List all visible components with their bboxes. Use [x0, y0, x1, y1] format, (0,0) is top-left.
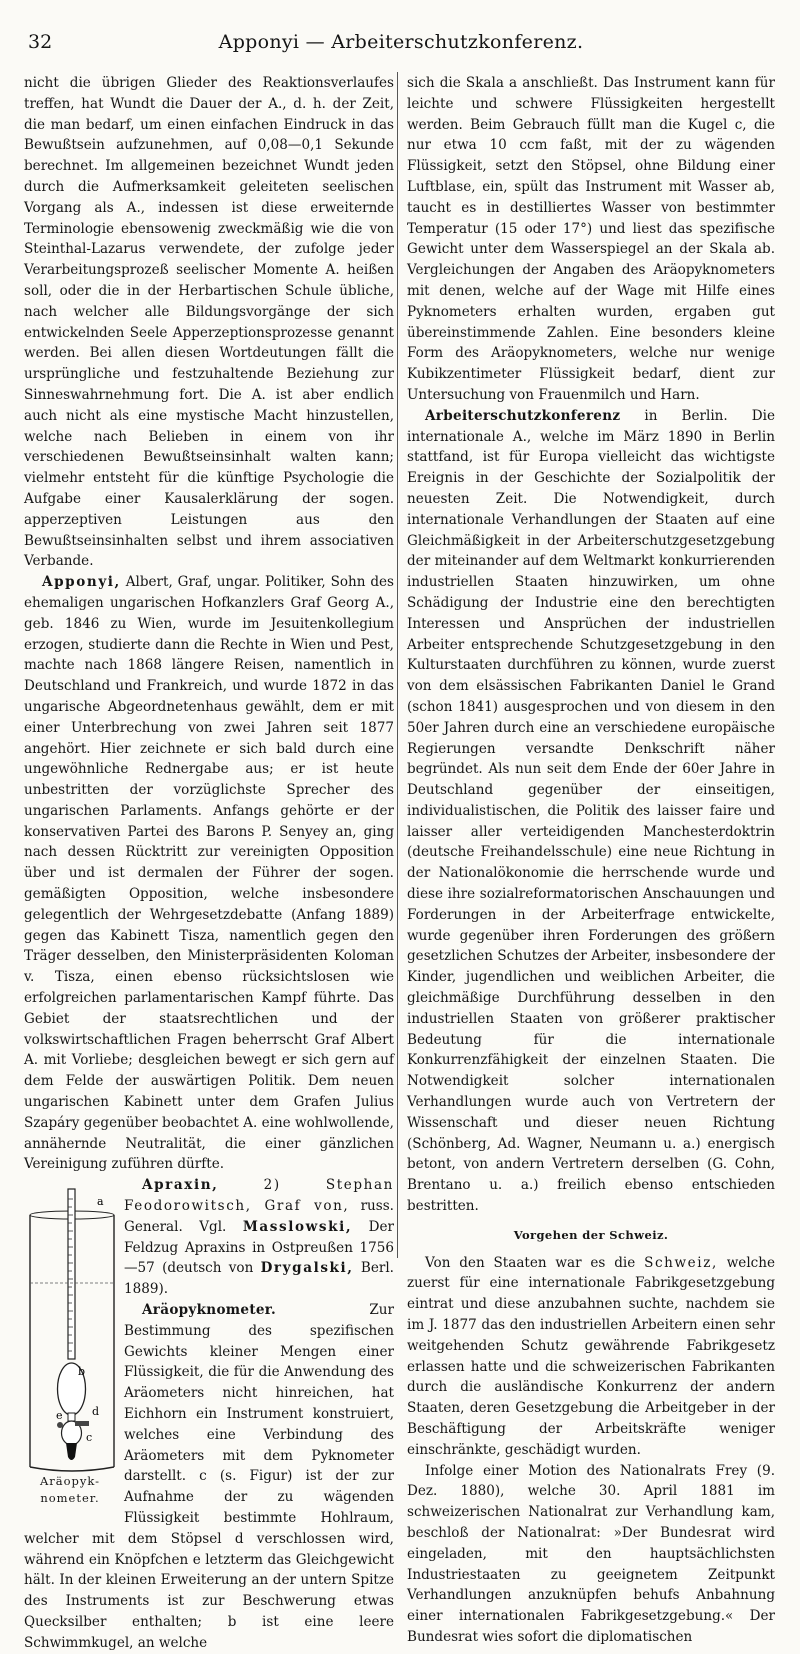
- fig-label-d: d: [92, 1405, 100, 1419]
- araeopyknometer-body: Zur Bestimmung des spezifischen Gewichts kleiner Mengen einer Flüssigkeit, die für die Anwendung des Aräometers nicht hinreichen, hat Eichhorn ein Instrument konstruiert, welches eine Verbindung des Aräometers mit dem Pyknometer darstellt. c (s. Figur) ist der zur Aufnahme der zu wägenden Flüssigkeit bestimmte Hohlraum, welcher mit dem Stöpsel d verschlossen wird, während ein Knöpfchen e letzterm das Gleichgewicht hält. In der kleinen Erweiterung an der untern Spitze des Instruments ist zur Beschwerung etwas Quecksilber enthalten; b ist eine leere Schwimmkugel, an welche: [24, 1302, 394, 1651]
- schweiz-emphasis: Schweiz,: [644, 1254, 718, 1271]
- section-subheading: Vorgehen der Schweiz.: [513, 1227, 669, 1242]
- caption-line-2: nometer.: [40, 1491, 100, 1506]
- right-column: [407, 73, 775, 1648]
- arbeiterschutzkonferenz-body: in Berlin. Die internationale A., welche im März 1890 in Berlin stattfand, ist für Europa vielleicht das wichtigste Ereignis in der Geschichte der Sozialpolitik der neuesten Zeit. Die Notwendigkeit, durch internationale Verhandlungen der Staaten auf eine Gleichmäßigkeit in der Arbeiterschutzgesetzgebung der miteinander auf dem Weltmarkt konkurrierenden industriellen Staaten hinzuwirken, um ohne Schädigung der Industrie eine den berechtigten Interessen und Ansprüchen der industriellen Arbeiter entsprechende Schutzgesetzgebung in den Kulturstaaten durchführen zu können, wurde zuerst von dem elsässischen Fabrikanten Daniel le Grand (schon 1841) ausgesprochen und von diesem in den 50er Jahren durch eine an verschiedene europäische Regierungen versandte Denkschrift näher begründet. Als nun seit dem Ende der 60er Jahre in Deutschland gegenüber der einseitigen, individualistischen, die Politik des laisser faire und laisser aller verteidigenden Manchesterdoktrin (deutsche Freihandelsschule) eine neue Richtung in der Nationalökonomie die herrschende wurde und diese ihre sozialreformatorischen Anschauungen und Forderungen in der Arbeiterfrage entwickelte, wurde gegenüber ihren Forderungen des größern gesetzlichen Schutzes der Arbeiter, insbesondere der Kinder, jugendlichen und weiblichen Arbeiter, die gleichmäßige Durchführung desselben in den industriellen Staaten von größerer praktischer Bedeutung für die internationale Konkurrenzfähigkeit der einzelnen Staaten. Die Notwendigkeit solcher internationalen Verhandlungen wurde auch von Vertretern der Wissenschaft und dieser neuen Richtung (Schönberg, Ad. Wagner, Neumann u. a.) energisch betont, von andern Vertretern derselben (G. Cohn, Brentano u. a.) freilich ebenso entschieden bestritten.: [407, 407, 775, 1215]
- araeopyknometer-continuation: sich die Skala a anschließt. Das Instrument kann für leichte und schwere Flüssigkeiten hergestellt werden. Beim Gebrauch füllt man die Kugel c, die nur etwa 10 ccm faßt, mit der zu wägenden Flüssigkeit, setzt den Stöpsel, ohne Bildung einer Luftblase, ein, spült das Instrument mit Wasser ab, taucht es in destilliertes Wasser von bestimmter Temperatur (15 oder 17°) und liest das spezifische Gewicht unter dem Wasserspiegel an der Skala ab. Vergleichungen der Angaben des Aräopyknometers mit denen, welche auf der Wage mit Hilfe eines Pyknometers erhalten wurden, ergaben gut übereinstimmende Zahlen. Eine besonders kleine Form des Aräopyknometers, welche nur wenige Kubikzentimeter Flüssigkeit bedarf, dient zur Untersuchung von Frauenmilch und Harn.: [407, 75, 775, 403]
- fig-label-c: c: [86, 1431, 93, 1445]
- araeopyknometer-illustration: [20, 1175, 122, 1475]
- apponyi-body: ungar. Politiker, Sohn des ehemaligen ungarischen Hofkanzlers Graf Georg A., geb. 1846 zu Wien, wurde im Jesuitenkollegium erzogen, studierte dann die Rechte in Wien und Pest, machte nach 1868 längere Reisen, namentlich in Deutschland und Frankreich, und wurde 1872 in das ungarische Abgeordnetenhaus gewählt, dem er mit einer Unterbrechung von zwei Jahren seit 1877 angehört. Hier zeichnete er sich bald durch eine ungewöhnliche Rednergabe aus; er ist heute unbestritten der vorzüglichste Sprecher des ungarischen Parlaments. Anfangs gehörte er der konservativen Partei des Barons P. Senyey an, ging nach dessen Rücktritt zur vereinigten Opposition über und ist dermalen der Führer der sogen. gemäßigten Opposition, welche insbesondere gelegentlich der Wehrgesetzdebatte (Anfang 1889) gegen das Kabinett Tisza, namentlich gegen den Träger desselben, den Ministerpräsidenten Koloman v. Tisza, einen ebenso rücksichtslosen wie erfolgreichen parlamentarischen Kampf führte. Das Gebiet der staatsrechtlichen und der volkswirtschaftlichen Fragen beherrscht Graf Albert A. mit Vorliebe; desgleichen bewegt er sich gern auf dem Felde der auswärtigen Politik. Dem neuen ungarischen Kabinett unter dem Grafen Julius Szapáry gegenüber beobachtet A. eine wohlwollende, annähernde Neutralität, die einer gänzlichen Vereinigung zuführen dürfte.: [24, 574, 394, 1173]
- headword-araeopyknometer: Aräopyknometer.: [142, 1302, 277, 1319]
- column-divider: [397, 72, 398, 1258]
- apponyi-name: Albert, Graf,: [120, 574, 212, 591]
- left-column: [24, 73, 394, 1654]
- page-header: [28, 31, 774, 57]
- araeopyknometer-figure: [20, 1175, 122, 1526]
- apraxin-ref-author: Masslowski,: [242, 1218, 353, 1235]
- fig-label-a: a: [97, 1195, 104, 1209]
- apperzeption-continuation: nicht die übrigen Glieder des Reaktionsverlaufes treffen, hat Wundt die Dauer der A., d. h. der Zeit, die man bedarf, um einen einfachen Eindruck in das Bewußtsein aufzunehmen, auf 0,08—0,1 Sekunde berechnet. Im allgemeinen bezeichnet Wundt jeden durch die Aufmerksamkeit geleiteten seelischen Vorgang als A., indessen ist diese erweiternde Terminologie ebensowenig zweckmäßig wie die von Steinthal-Lazarus verwendete, der zufolge jeder Verarbeitungsprozeß seelischer Momente A. heißen soll, oder die in der Herbartischen Schule übliche, nach welcher alle Bildungsvorgänge der sich entwickelnden Seele Apperzeptionsprozesse genannt werden. Bei allen diesen Wortdeutungen fällt die ursprüngliche und festzuhaltende Beziehung zur Sinneswahrnehmung fort. Die A. ist aber endlich auch nicht als eine mystische Macht hinzustellen, welche nach Belieben in einem von ihr verschiedenen Bewußtseinsinhalt walten kann; vielmehr entsteht für die künftige Psychologie die Aufgabe einer Kausalerklärung der sogen. apperzeptiven Leistungen aus den Bewußtseinsinhalten selbst und ihrem associativen Verbande.: [24, 75, 394, 570]
- paragraph-motion-frey: Infolge einer Motion des Nationalrats Frey (9. Dez. 1880), welche 30. April 1881 im schweizerischen Nationalrat zur Verhandlung kam, beschloß der Nationalrat: »Der Bundesrat wird eingeladen, mit den hauptsächlichsten Industriestaaten zu geeignetem Zeitpunkt Verhandlungen anzuknüpfen behufs Anbahnung einer internationalen Fabrikgesetzgebung.« Der Bundesrat wies sofort die diplomatischen: [407, 1462, 775, 1645]
- entry-apponyi: [24, 572, 394, 1175]
- apraxin-name: 2) Stephan Feodorowitsch, Graf von,: [124, 1177, 394, 1215]
- schweiz-text-a: Von den Staaten war es die: [425, 1254, 645, 1271]
- figure-caption: [20, 1473, 120, 1507]
- apraxin-body-1: russ. General. Vgl.: [124, 1198, 394, 1235]
- apraxin-body-2: Der Feldzug Apraxins in Ostpreußen 1756—57 (deutsch von: [124, 1218, 394, 1277]
- schweiz-text-b: welche zuerst für eine internationale Fabrikgesetzgebung eintrat und diese anzubahnen suchte, nachdem sie im J. 1877 das den industriellen Arbeitern einen sehr weitgehenden Schutz gewährende Fabrikgesetz erlassen hatte und die schweizerischen Fabrikanten durch die ausländische Konkurrenz der andern Staaten, deren Gesetzgebung die Arbeitgeber in der Beschäftigung der Arbeitskräfte weniger einschränkte, geschädigt wurden.: [407, 1254, 775, 1458]
- fig-label-e: e: [56, 1409, 63, 1423]
- paragraph-schweiz: [407, 1253, 775, 1461]
- apraxin-ref-translator: Drygalski,: [260, 1260, 354, 1277]
- apraxin-body-3: Berl. 1889).: [124, 1260, 394, 1298]
- page-number: 32: [28, 31, 53, 53]
- headword-arbeiterschutzkonferenz: Arbeiterschutzkonferenz: [425, 407, 621, 424]
- headword-apponyi: Apponyi,: [42, 574, 121, 591]
- caption-line-1: Aräopyk-: [39, 1474, 101, 1489]
- entry-arbeiterschutzkonferenz: [407, 406, 775, 1217]
- headword-apraxin: Apraxin,: [142, 1177, 219, 1194]
- running-title: Apponyi — Arbeiterschutzkonferenz.: [218, 31, 584, 53]
- fig-label-b: b: [78, 1365, 86, 1379]
